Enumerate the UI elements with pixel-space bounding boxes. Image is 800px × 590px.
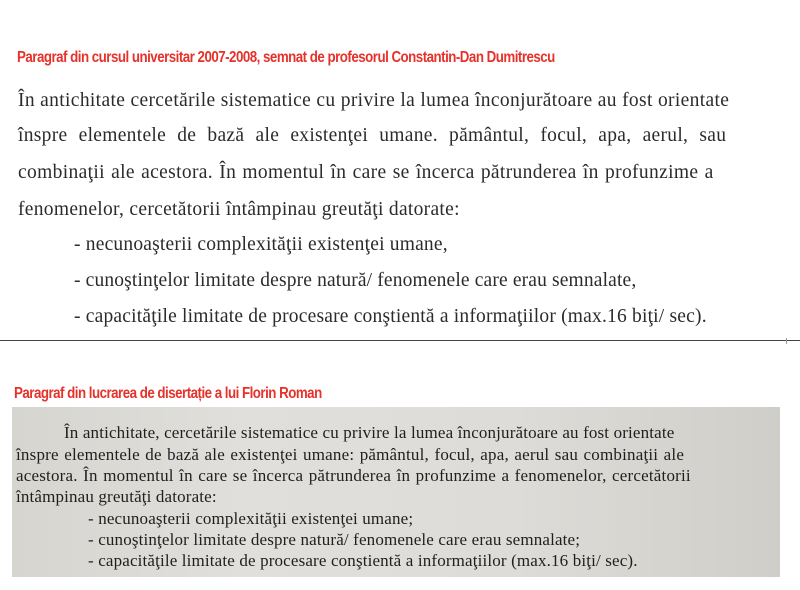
section-divider [0,340,800,341]
caption-course-paragraph: Paragraf din cursul universitar 2007-2008, semnat de profesorul Constantin-Dan Dumitrescu [17,49,555,66]
paragraph-line: fenomenelor, cercetătorii întâmpinau greutăţi datorate: [18,199,460,220]
paragraph-line: acestora. În momentul în care se încerca pătrunderea în profunzime a fenomenelor, cercetătorii [16,466,691,485]
paragraph-line: combinaţii ale acestora. În momentul în care se încerca pătrunderea în profunzime a [18,162,714,183]
bullet-item: - necunoaşterii complexităţii existenţei umane, [74,234,448,255]
bullet-item: - capacităţile limitate de procesare conştientă a informaţiilor (max.16 biţi/ sec). [74,306,707,327]
scan-dissertation-paragraph [12,407,780,577]
paragraph-line: În antichitate, cercetările sistematice cu privire la lumea înconjurătoare au fost orientate [64,423,675,442]
bullet-item: - cunoştinţelor limitate despre natură/ fenomenele care erau semnalate, [74,270,637,291]
scan-course-paragraph [0,78,800,342]
paragraph-line: înspre elementele de bază ale existenţei umane: pământul, focul, apa, aerul sau combinaţii ale [16,445,685,464]
paragraph-line: întâmpinau greutăţi datorate: [16,487,217,506]
bullet-item: - cunoştinţelor limitate despre natură/ fenomenele care erau semnalate; [88,530,581,549]
caption-dissertation-paragraph: Paragraf din lucrarea de disertație a lui Florin Roman [14,385,322,402]
divider-tick [786,338,787,344]
bullet-item: - necunoaşterii complexităţii existenţei umane; [88,509,414,528]
bullet-item: - capacităţile limitate de procesare conştientă a informaţiilor (max.16 biţi/ sec). [88,551,638,570]
paragraph-line: În antichitate cercetările sistematice cu privire la lumea înconjurătoare au fost orientate [18,90,730,111]
paragraph-line: înspre elementele de bază ale existenţei umane. pământul, focul, apa, aerul, sau [18,125,727,146]
